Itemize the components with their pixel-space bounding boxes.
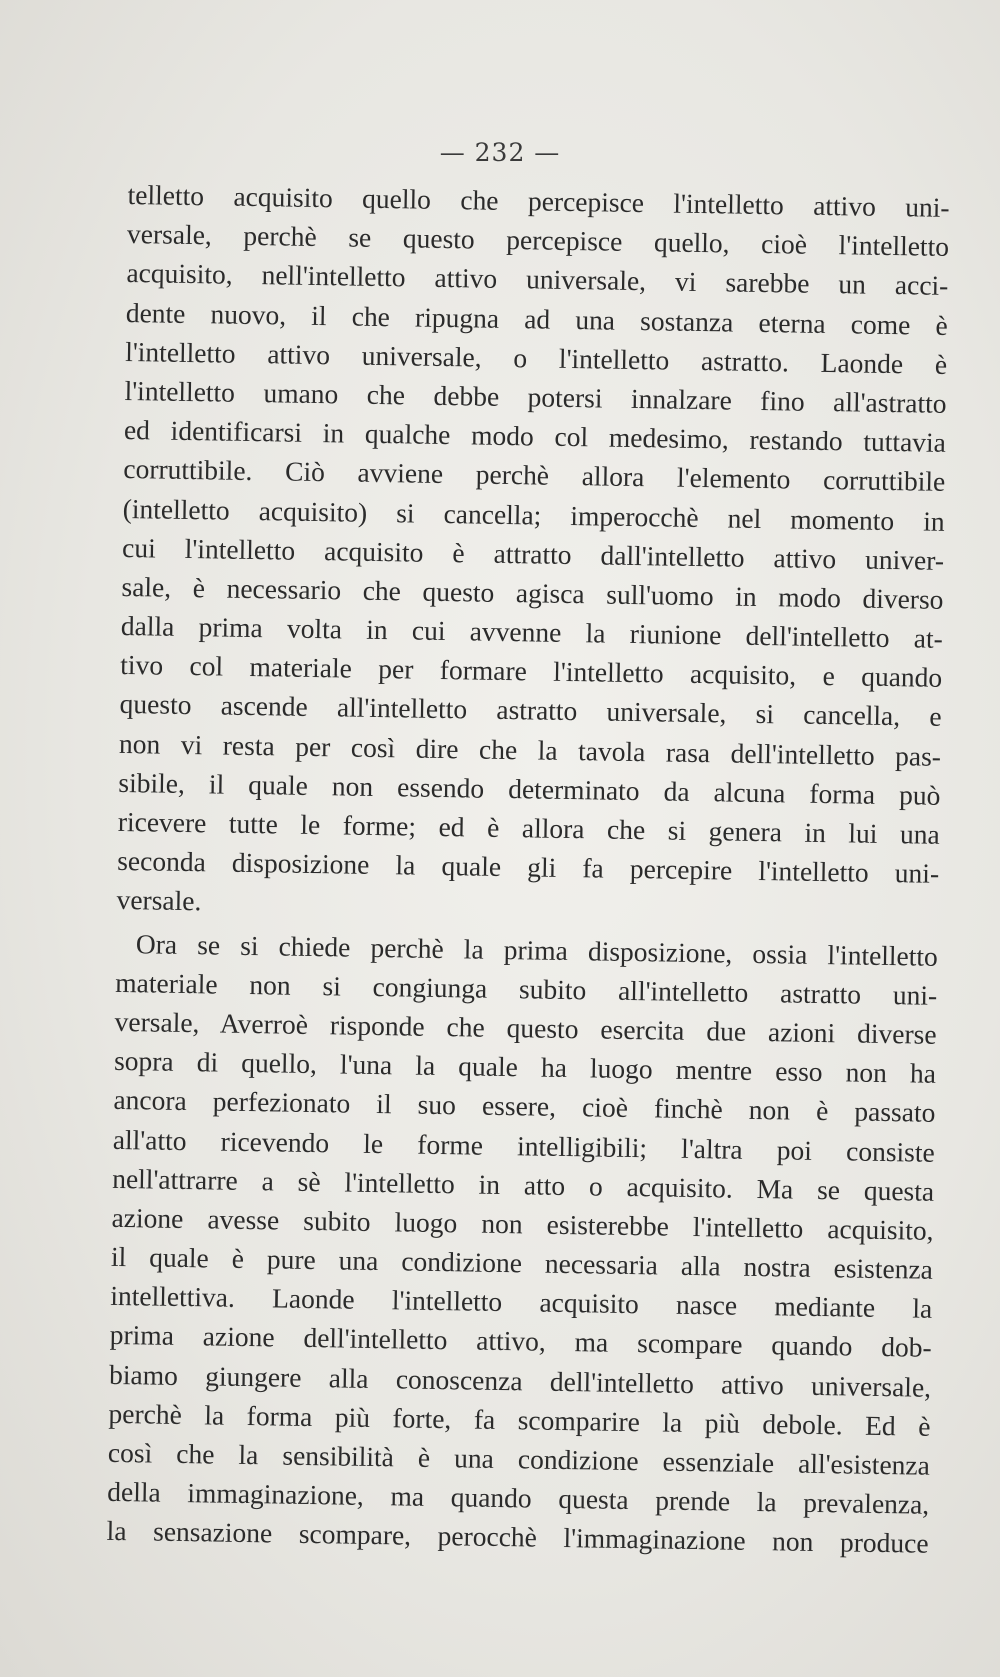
text-line: della immaginazione, ma quando questa prende la prevalenza,	[107, 1476, 930, 1520]
text-line: intellettiva. Laonde l'intelletto acquisito nasce mediante la	[110, 1280, 933, 1325]
text-line: l'intelletto attivo universale, o l'intelletto astratto. Laonde è	[124, 335, 948, 380]
text-line: all'atto ricevendo le forme intelligibili; l'altra poi consiste	[112, 1123, 936, 1168]
text-line: sopra di quello, l'una la quale ha luogo mentre esso non ha	[113, 1045, 937, 1089]
text-line: non vi resta per così dire che la tavola rasa dell'intelletto pas-	[118, 727, 942, 772]
text-line: cui l'intelletto acquisito è attratto dall'intelletto attivo univer-	[121, 531, 945, 576]
paragraph-1	[116, 175, 950, 932]
text-line: corruttibile. Ciò avviene perchè allora l'elemento corruttibile	[123, 453, 946, 498]
text-line: l'intelletto umano che debbe potersi innalzare fino all'astratto	[124, 374, 947, 419]
text-line: prima azione dell'intelletto attivo, ma scompare quando dob-	[109, 1319, 932, 1364]
body-text	[106, 175, 950, 1563]
text-line: questo ascende all'intelletto astratto universale, si cancella, e	[119, 688, 942, 733]
text-line: dalla prima volta in cui avvenne la riunione dell'intelletto at-	[120, 610, 944, 654]
text-line: così che la sensibilità è una condizione essenziale all'esistenza	[107, 1436, 931, 1481]
text-line: acquisito, nell'intelletto attivo universale, vi sarebbe un acci-	[126, 257, 949, 302]
text-line: sibile, il quale non essendo determinato da alcuna forma può	[118, 766, 941, 811]
text-line: ricevere tutte le forme; ed è allora che si genera in lui una	[117, 805, 940, 850]
page-number: — 232 —	[439, 138, 561, 167]
text-line: versale.	[116, 884, 202, 917]
text-line: materiale non si congiunga subito all'intelletto astratto uni-	[115, 966, 938, 1011]
text-line: versale, perchè se questo percepisce quello, cioè l'intelletto	[126, 218, 950, 263]
text-line: perchè la forma più forte, fa scomparire la più debole. Ed è	[108, 1397, 931, 1442]
text-line: (intelletto acquisito) si cancella; imperocchè nel momento in	[122, 492, 945, 537]
paragraph-2	[106, 923, 938, 1563]
text-line: la sensazione scompare, perocchè l'immaginazione non produce	[106, 1515, 929, 1560]
text-line: nell'attrarre a sè l'intelletto in atto o acquisito. Ma se questa	[111, 1162, 935, 1207]
text-line: sale, è necessario che questo agisca sull'uomo in modo diverso	[121, 570, 944, 615]
text-line: il quale è pure una condizione necessaria alla nostra esistenza	[110, 1240, 934, 1285]
text-line: Ora se si chiede perchè la prima disposizione, ossia l'intelletto	[135, 927, 939, 972]
text-line: ed identificarsi in qualche modo col medesimo, restando tuttavia	[123, 414, 947, 459]
text-line: telletto acquisito quello che percepisce l'intelletto attivo uni-	[127, 178, 950, 223]
text-line: azione avesse subito luogo non esisterebbe l'intelletto acquisito,	[111, 1201, 934, 1246]
text-line: seconda disposizione la quale gli fa percepire l'intelletto uni-	[116, 845, 940, 890]
text-line: tivo col materiale per formare l'intelletto acquisito, e quando	[120, 649, 943, 694]
text-line: biamo giungere alla conoscenza dell'intelletto attivo universale,	[108, 1358, 932, 1403]
text-line: dente nuovo, il che ripugna ad una sostanza eterna come è	[125, 296, 948, 341]
text-line: ancora perfezionato il suo essere, cioè finchè non è passato	[113, 1084, 936, 1129]
text-line: versale, Averroè risponde che questo esercita due azioni diverse	[114, 1005, 937, 1050]
